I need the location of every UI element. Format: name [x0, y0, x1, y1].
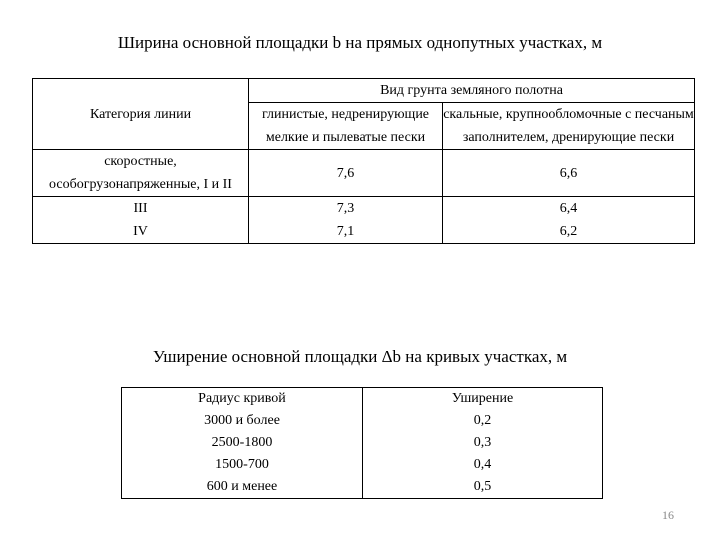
category-header: Категория линии	[33, 79, 249, 150]
radius-value: 1500-700	[215, 457, 269, 472]
category-cell: III	[33, 197, 249, 221]
radius-value: 3000 и более	[204, 413, 280, 428]
table-row	[33, 150, 695, 197]
table-row	[122, 388, 603, 499]
value-cell: 6,6	[443, 150, 695, 197]
category-cell: IV	[33, 220, 249, 244]
radius-value: 600 и менее	[206, 479, 278, 494]
value-cell: 7,6	[249, 150, 443, 197]
value-cell: 7,3	[249, 197, 443, 221]
soil-clay-header: глинистые, недренирующие мелкие и пылеватые пески	[249, 103, 443, 150]
radius-value: 2500-1800	[211, 435, 273, 450]
roadbed-width-table	[32, 78, 695, 244]
widening-column	[363, 388, 603, 499]
widening-value: 0,3	[473, 435, 492, 450]
table2-heading: Уширение основной площадки Δb на кривых участках, м	[152, 347, 568, 366]
table-header-row	[33, 79, 695, 103]
page-number: 16	[662, 508, 674, 522]
radius-column	[122, 388, 363, 499]
curve-widening-table	[121, 387, 603, 499]
widening-value: 0,2	[473, 413, 492, 428]
widening-value: 0,4	[473, 457, 492, 472]
table1-heading: Ширина основной площадки b на прямых однопутных участках, м	[117, 33, 603, 52]
category-cell: скоростные, особогрузонапряженные, I и II	[33, 150, 249, 197]
value-cell: 6,2	[443, 220, 695, 244]
value-cell: 6,4	[443, 197, 695, 221]
table-row	[33, 197, 695, 221]
soil-rock-header: скальные, крупнообломочные с песчаным заполнителем, дренирующие пески	[443, 103, 695, 150]
radius-header: Радиус кривой	[198, 391, 286, 406]
widening-value: 0,5	[473, 479, 492, 494]
table-row	[33, 220, 695, 244]
soil-type-header: Вид грунта земляного полотна	[249, 79, 695, 103]
value-cell: 7,1	[249, 220, 443, 244]
widening-header: Уширение	[451, 391, 514, 406]
